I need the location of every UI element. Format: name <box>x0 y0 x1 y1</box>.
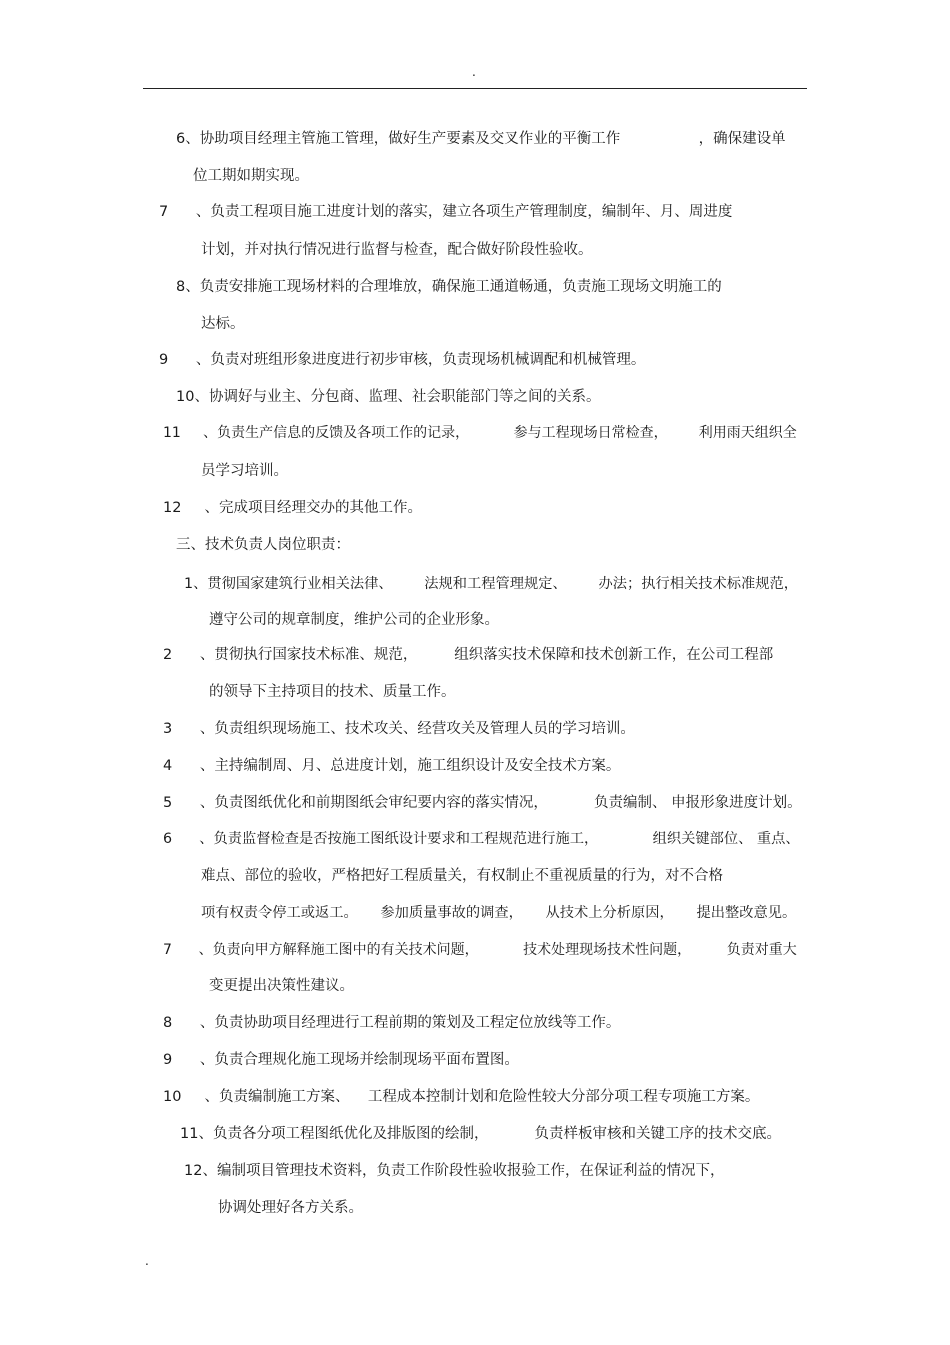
duty-line: 难点、部位的验收，严格把好工程质量关，有权制止不重视质量的行为，对不合格 <box>201 868 723 884</box>
duty-line: 12 、完成项目经理交办的其他工作。 <box>163 500 422 516</box>
duty-line: 3 、负责组织现场施工、技术攻关、经营攻关及管理人员的学习培训。 <box>163 721 635 737</box>
duty-line: 10、协调好与业主、分包商、监理、社会职能部门等之间的关系。 <box>176 389 601 405</box>
footer-dot: . <box>145 1254 149 1268</box>
duty-line: 11 、负责生产信息的反馈及各项工作的记录， 参与工程现场日常检查， 利用雨天组织全 <box>163 425 797 441</box>
duty-line: 变更提出决策性建议。 <box>209 978 354 994</box>
duty-line: 6 、负责监督检查是否按施工图纸设计要求和工程规范进行施工， 组织关键部位、 重点、 <box>163 831 800 847</box>
duty-line: 8 、负责协助项目经理进行工程前期的策划及工程定位放线等工作。 <box>163 1015 621 1031</box>
duty-line: 4 、主持编制周、月、总进度计划，施工组织设计及安全技术方案。 <box>163 758 621 774</box>
duty-line: 11、负责各分项工程图纸优化及排版图的绘制， 负责样板审核和关键工序的技术交底。 <box>180 1126 782 1142</box>
duty-line: 12、编制项目管理技术资料，负责工作阶段性验收报验工作，在保证利益的情况下， <box>184 1163 725 1179</box>
duty-line: 1、贯彻国家建筑行业相关法律、 法规和工程管理规定、 办法；执行相关技术标准规范， <box>184 576 798 592</box>
duty-line: 10 、负责编制施工方案、 工程成本控制计划和危险性较大分部分项工程专项施工方案。 <box>163 1089 760 1105</box>
duty-line: 达标。 <box>201 316 245 332</box>
duty-line: 员学习培训。 <box>201 463 288 479</box>
duty-line: 的领导下主持项目的技术、质量工作。 <box>209 684 456 700</box>
header-dot: . <box>472 65 476 79</box>
duty-line: 9 、负责合理规化施工现场并绘制现场平面布置图。 <box>163 1052 519 1068</box>
duty-line: 8、负责安排施工现场材料的合理堆放，确保施工通道畅通，负责施工现场文明施工的 <box>176 279 722 295</box>
duty-line: 7 、负责向甲方解释施工图中的有关技术问题， 技术处理现场技术性问题， 负责对重大 <box>163 942 797 958</box>
duty-line: 6、协助项目经理主管施工管理，做好生产要素及交叉作业的平衡工作 ，确保建设单 <box>176 131 786 147</box>
duty-line: 计划，并对执行情况进行监督与检查，配合做好阶段性验收。 <box>201 242 593 258</box>
duty-line: 协调处理好各方关系。 <box>218 1200 363 1216</box>
duty-line: 遵守公司的规章制度，维护公司的企业形象。 <box>209 612 499 628</box>
duty-line: 位工期如期实现。 <box>193 168 309 184</box>
duty-line: 7 、负责工程项目施工进度计划的落实，建立各项生产管理制度，编制年、月、周进度 <box>159 204 733 220</box>
duty-line: 项有权责令停工或返工。 参加质量事故的调查， 从技术上分析原因， 提出整改意见。 <box>201 905 797 921</box>
duty-line: 2 、贯彻执行国家技术标准、规范， 组织落实技术保障和技术创新工作，在公司工程部 <box>163 647 774 663</box>
duty-line: 9 、负责对班组形象进度进行初步审核，负责现场机械调配和机械管理。 <box>159 352 646 368</box>
header-rule <box>143 88 807 89</box>
section-heading: 三、技术负责人岗位职责： <box>176 537 350 553</box>
duty-line: 5 、负责图纸优化和前期图纸会审纪要内容的落实情况， 负责编制、 申报形象进度计划。 <box>163 795 802 811</box>
